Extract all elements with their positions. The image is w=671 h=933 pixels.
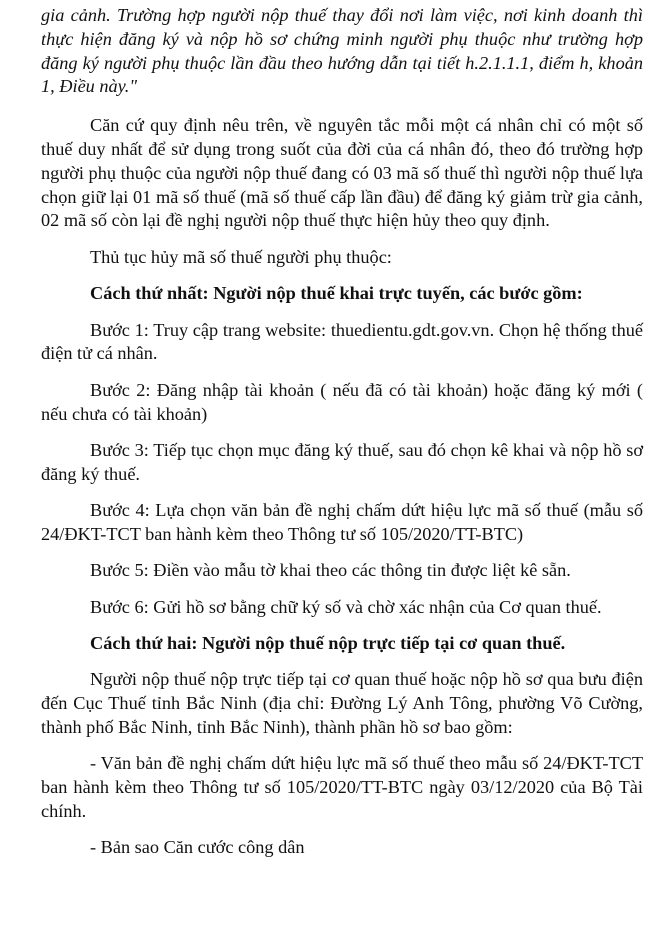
step-2-paragraph: Bước 2: Đăng nhập tài khoản ( nếu đã có tài khoản) hoặc đăng ký mới ( nếu chưa có tài khoản) [41,379,643,424]
step-1-paragraph: Bước 1: Truy cập trang website: thuedientu.gdt.gov.vn. Chọn hệ thống thuế điện tử cá nhân. [41,319,643,364]
procedure-intro-paragraph: Thủ tục hủy mã số thuế người phụ thuộc: [90,246,392,267]
step-6-paragraph: Bước 6: Gửi hồ sơ bằng chữ ký số và chờ xác nhận của Cơ quan thuế. [90,596,602,617]
quoted-regulation-paragraph: gia cảnh. Trường hợp người nộp thuế thay đổi nơi làm việc, nơi kinh doanh thì thực hiện đăng ký và nộp hồ sơ chứng minh người phụ thuộc như trường hợp đăng ký người phụ thuộc lần đầu theo hướng dẫn tại tiết h.2.1.1.1, điểm h, khoản 1, Điều này." [41,5,643,97]
method-two-heading: Cách thứ hai: Người nộp thuế nộp trực tiếp tại cơ quan thuế. [90,633,566,654]
legal-basis-paragraph: Căn cứ quy định nêu trên, về nguyên tắc mỗi một cá nhân chỉ có một số thuế duy nhất để sử dụng trong suốt của đời của cá nhân đó, theo đó trường hợp người phụ thuộc của người nộp thuế đang có 03 mã số thuế thì người nộp thuế lựa chọn giữ lại 01 mã số thuế (mã số thuế cấp lần đầu) để đăng ký giảm trừ gia cảnh, 02 mã số còn lại đề nghị người nộp thuế thực hiện hủy theo quy định. [41,115,643,231]
required-document-item: - Bản sao Căn cước công dân [90,837,305,858]
step-4-paragraph: Bước 4: Lựa chọn văn bản đề nghị chấm dứt hiệu lực mã số thuế (mẫu số 24/ĐKT-TCT ban hành kèm theo Thông tư số 105/2020/TT-BTC) [41,500,643,544]
direct-submission-paragraph: Người nộp thuế nộp trực tiếp tại cơ quan thuế hoặc nộp hồ sơ qua bưu điện đến Cục Thuế tỉnh Bắc Ninh (địa chỉ: Đường Lý Anh Tông, phường Võ Cường, thành phố Bắc Ninh, tỉnh Bắc Ninh), thành phần hồ sơ bao gồm: [41,669,643,738]
method-one-heading: Cách thứ nhất: Người nộp thuế khai trực tuyến, các bước gồm: [90,283,583,304]
step-5-paragraph: Bước 5: Điền vào mẫu tờ khai theo các thông tin được liệt kê sẵn. [90,560,571,581]
step-3-paragraph: Bước 3: Tiếp tục chọn mục đăng ký thuế, sau đó chọn kê khai và nộp hồ sơ đăng ký thuế. [41,439,643,484]
required-document-item: - Văn bản đề nghị chấm dứt hiệu lực mã số thuế theo mẫu số 24/ĐKT-TCT ban hành kèm theo Thông tư số 105/2020/TT-BTC ngày 03/12/2020 của Bộ Tài chính. [41,753,643,822]
